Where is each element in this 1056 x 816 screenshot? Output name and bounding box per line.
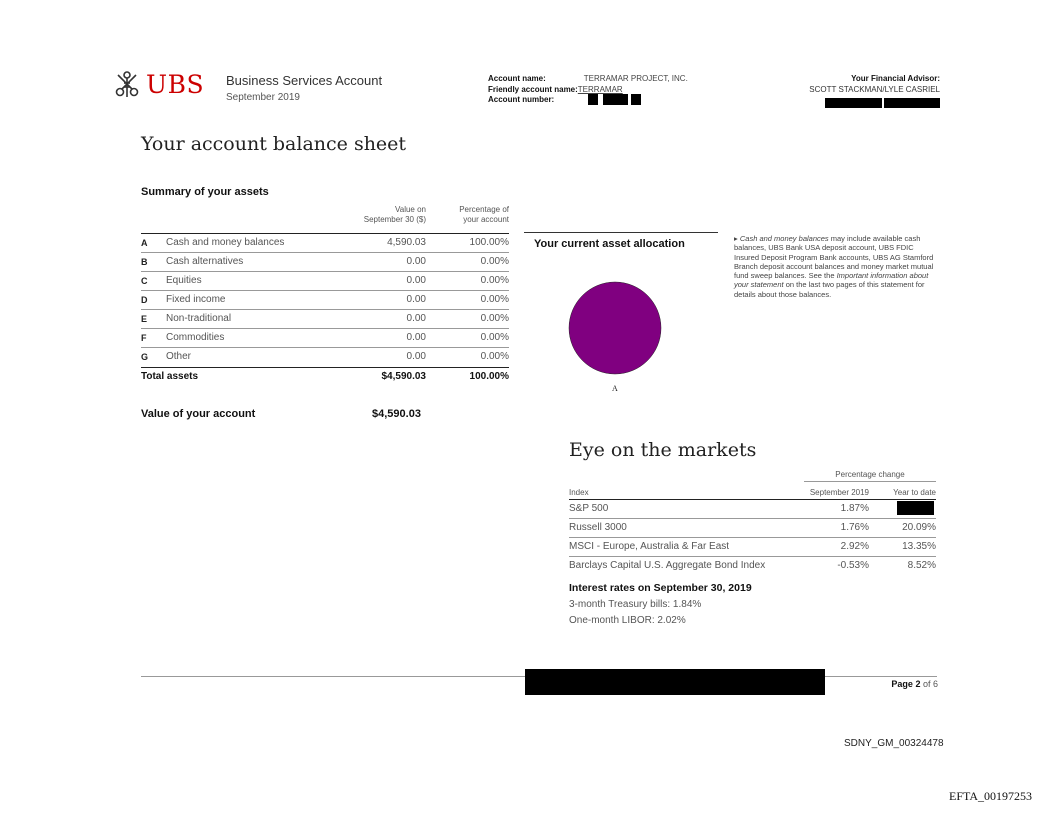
row-name: Non-traditional [166, 313, 232, 324]
allocation-pie-chart [566, 280, 666, 400]
pct-change-header: Percentage change [804, 470, 936, 482]
col-value-header [364, 205, 426, 225]
account-type-title: Business Services Account [226, 73, 383, 88]
divider [524, 232, 718, 233]
index-ytd: 8.52% [907, 560, 936, 571]
row-letter: C [141, 276, 148, 286]
table-row [141, 233, 509, 253]
col-pct-line1: Percentage of [459, 205, 509, 214]
row-letter: G [141, 352, 149, 362]
col-pct-header [459, 205, 509, 225]
redaction [525, 669, 825, 695]
row-letter: B [141, 257, 148, 267]
account-value-label: Value of your account [141, 408, 256, 420]
row-value: 4,590.03 [387, 237, 426, 248]
index-month: 2.92% [840, 541, 869, 552]
ubs-logo [112, 68, 205, 104]
friendly-name-value: TERRAMAR [577, 84, 623, 94]
interest-rates-title: Interest rates on September 30, 2019 [569, 582, 752, 594]
col-ytd-header: Year to date [893, 488, 936, 497]
col-value-line2: September 30 ($) [363, 215, 426, 224]
col-pct-line2: your account [463, 215, 509, 224]
row-pct: 0.00% [480, 313, 509, 324]
note-text: may include available cash balances, UBS Bank USA deposit account, UBS FDIC Insured Deposit Program Bank accounts, UBS AG Stamford Branch deposit account balances and money market mutual fund sweep balances. See the [734, 234, 934, 281]
page-current: 2 [915, 679, 921, 689]
row-value: 0.00 [406, 256, 426, 267]
advisor-label: Your Financial Advisor: [851, 74, 940, 83]
row-value: 0.00 [406, 294, 426, 305]
row-value: 0.00 [406, 313, 426, 324]
statement-period: September 2019 [226, 92, 300, 103]
libor-rate: One-month LIBOR: 2.02% [569, 615, 686, 626]
note-italic-2: Important information about your statement [734, 271, 929, 290]
note-end: on the last two pages of this statement for details about those balances. [734, 280, 925, 299]
row-name: Other [166, 351, 192, 362]
index-name: MSCI - Europe, Australia & Far East [569, 541, 730, 552]
row-pct: 0.00% [480, 351, 509, 362]
col-index-header: Index [569, 488, 589, 497]
pie-label-a: A [612, 384, 618, 393]
index-month: 1.87% [840, 503, 869, 514]
table-row [569, 537, 936, 557]
cash-balances-note [734, 234, 934, 299]
row-pct: 0.00% [480, 256, 509, 267]
financial-advisor [809, 74, 940, 95]
account-name-value: TERRAMAR PROJECT, INC. [583, 74, 688, 83]
logo-wordmark: UBS [146, 70, 205, 99]
row-name: Cash alternatives [166, 256, 244, 267]
row-pct: 0.00% [480, 294, 509, 305]
redaction [897, 501, 934, 515]
bullet-icon: ▸ [734, 234, 740, 243]
page-word: Page [891, 679, 913, 689]
treasury-rate: 3-month Treasury bills: 1.84% [569, 599, 702, 610]
index-name: S&P 500 [569, 503, 609, 514]
index-month: -0.53% [837, 560, 869, 571]
row-value: 0.00 [406, 351, 426, 362]
index-name: Barclays Capital U.S. Aggregate Bond Index [569, 560, 766, 571]
table-row [569, 556, 936, 576]
col-value-line1: Value on [395, 205, 426, 214]
page-number [891, 679, 938, 689]
row-letter: D [141, 295, 148, 305]
account-name-label: Account name: [488, 74, 546, 83]
row-pct: 100.00% [469, 237, 509, 248]
row-letter: A [141, 238, 148, 248]
efta-number: EFTA_00197253 [949, 789, 1033, 803]
index-name: Russell 3000 [569, 522, 627, 533]
table-row [141, 252, 509, 272]
redaction [588, 94, 598, 105]
advisor-name: SCOTT STACKMAN/LYLE CASRIEL [809, 84, 940, 94]
redaction [603, 94, 628, 105]
row-value: 0.00 [406, 275, 426, 286]
row-pct: 0.00% [480, 332, 509, 343]
markets-title: Eye on the markets [569, 439, 757, 461]
page-title: Your account balance sheet [141, 133, 407, 155]
account-value-amount: $4,590.03 [372, 408, 421, 420]
table-row [141, 271, 509, 291]
table-row [141, 347, 509, 367]
redaction [884, 98, 940, 108]
bates-number: SDNY_GM_00324478 [844, 738, 944, 749]
table-row [141, 328, 509, 348]
row-pct: 0.00% [480, 275, 509, 286]
account-number-label: Account number: [488, 95, 555, 104]
table-row [569, 499, 936, 519]
allocation-title: Your current asset allocation [534, 238, 685, 250]
row-name: Equities [166, 275, 202, 286]
table-row [141, 290, 509, 310]
table-row [569, 518, 936, 538]
page-total: of 6 [922, 679, 938, 689]
row-letter: F [141, 333, 147, 343]
note-italic: Cash and money balances [739, 234, 829, 243]
row-letter: E [141, 314, 148, 324]
index-month: 1.76% [840, 522, 869, 533]
redaction [825, 98, 882, 108]
index-ytd: 20.09% [902, 522, 936, 533]
friendly-name-label: Friendly account name: [488, 84, 578, 94]
redaction [631, 94, 641, 105]
index-ytd: 13.35% [902, 541, 936, 552]
total-row [141, 367, 509, 387]
keys-icon [112, 70, 142, 100]
col-month-header: September 2019 [809, 488, 869, 497]
pie-slice-a [569, 282, 661, 374]
total-label: Total assets [141, 371, 199, 382]
total-value: $4,590.03 [381, 371, 426, 382]
row-name: Cash and money balances [166, 237, 285, 248]
row-value: 0.00 [406, 332, 426, 343]
table-row [141, 309, 509, 329]
row-name: Fixed income [166, 294, 226, 305]
row-name: Commodities [166, 332, 225, 343]
summary-title: Summary of your assets [141, 186, 269, 198]
total-pct: 100.00% [469, 371, 509, 382]
